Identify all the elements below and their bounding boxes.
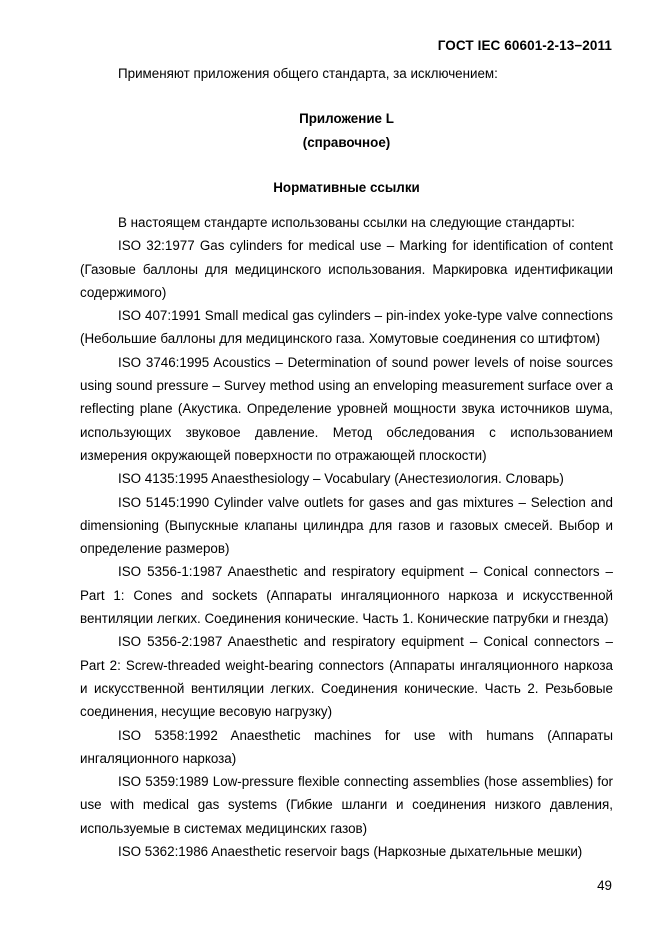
reference-item: ISO 5145:1990 Cylinder valve outlets for gases and gas mixtures – Selection and dimensioning (Выпускные клапаны цилиндра для газов и газовых смесей. Выбор и определение размеров)	[80, 494, 613, 557]
reference-item: ISO 5359:1989 Low-pressure flexible connecting assemblies (hose assemblies) for use with medical gas systems (Гибкие шланги и соединения низкого давления, используемые в системах медицинских газов)	[80, 774, 613, 836]
document-code-header: ГОСТ IEC 60601-2-13−2011	[437, 38, 612, 53]
reference-item: ISO 4135:1995 Anaesthesiology – Vocabulary (Анестезиология. Словарь)	[118, 471, 564, 487]
references-body	[80, 211, 613, 863]
intro-text: Применяют приложения общего стандарта, за исключением:	[118, 66, 498, 81]
annex-name: Приложение L	[299, 111, 394, 126]
annex-subtitle: Нормативные ссылки	[273, 180, 420, 195]
reference-item: ISO 5356-2:1987 Anaesthetic and respiratory equipment – Conical connectors – Part 2: Screw-threaded weight-bearing connectors (Аппараты ингаляционного наркоза и искусственной вентиляции легких. Соединения конические. Часть 2. Резьбовые соединения, несущие весовую нагрузку)	[80, 634, 613, 720]
annex-type: (справочное)	[302, 135, 391, 150]
references-intro: В настоящем стандарте использованы ссылки на следующие стандарты:	[118, 215, 575, 230]
reference-item: ISO 3746:1995 Acoustics – Determination of sound power levels of noise sources using sound pressure – Survey method using an enveloping measurement surface over a reflecting plane (Акустика. Определение уровней мощности звука источников шума, использующих звуковое давление. Метод обследования с использованием измерения окружающей поверхности по отражающей плоскости)	[80, 354, 613, 463]
reference-item: ISO 5356-1:1987 Anaesthetic and respiratory equipment – Conical connectors – Part 1: Cones and sockets (Аппараты ингаляционного наркоза и искусственной вентиляции легких. Соединения конические. Часть 1. Конические патрубки и гнезда)	[80, 564, 613, 627]
reference-item: ISO 407:1991 Small medical gas cylinders – pin-index yoke-type valve connections (Небольшие баллоны для медицинского газа. Хомутовые соединения со штифтом)	[80, 308, 613, 347]
page-number: 49	[597, 878, 612, 893]
reference-item: ISO 5362:1986 Anaesthetic reservoir bags (Наркозные дыхательные мешки)	[118, 844, 583, 860]
reference-item: ISO 5358:1992 Anaesthetic machines for use with humans (Аппараты ингаляционного наркоза)	[80, 727, 613, 766]
reference-item: ISO 32:1977 Gas cylinders for medical use – Marking for identification of content (Газовые баллоны для медицинского использования. Маркировка идентификации содержимого)	[80, 238, 613, 300]
